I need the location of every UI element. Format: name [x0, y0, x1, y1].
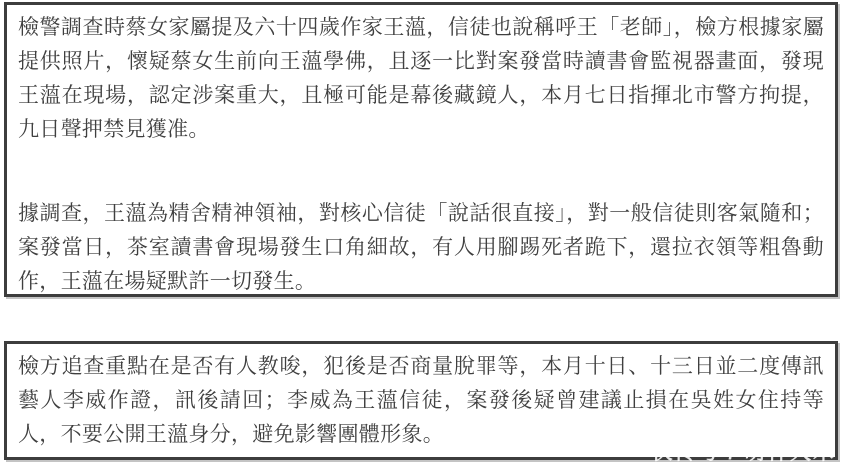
article-text-box-1 [4, 2, 838, 297]
article-paragraph-2: 據調查，王薀為精舍精神領袖，對核心信徒「說話很直接」，對一般信徒則客氣隨和；案發當日，茶室讀書會現場發生口角細故，有人用腳踢死者跪下，還拉衣領等粗魯動作，王薀在場疑默許一切發生。 [18, 202, 824, 293]
article-text-box-2 [4, 341, 838, 460]
article-paragraph-1: 檢警調查時蔡女家屬提及六十四歲作家王薀，信徒也說稱呼王「老師」，檢方根據家屬提供照片，懷疑蔡女生前向王薀學佛，且逐一比對案發當時讀書會監視器畫面，發現王薀在現場，認定涉案重大，且極可能是幕後藏鏡人，本月七日指揮北市警方拘提，九日聲押禁見獲准。 [18, 16, 824, 141]
article-paragraph-3: 檢方追查重點在是否有人教唆，犯後是否商量脫罪等，本月十日、十三日並二度傳訊藝人李威作證，訊後請回；李威為王薀信徒，案發後疑曾建議止損在吳姓女住持等人，不要公開王薀身分，避免影響團體形象。 [18, 355, 824, 446]
watermark-text: 快传号 / 萌神大木 [651, 441, 836, 464]
